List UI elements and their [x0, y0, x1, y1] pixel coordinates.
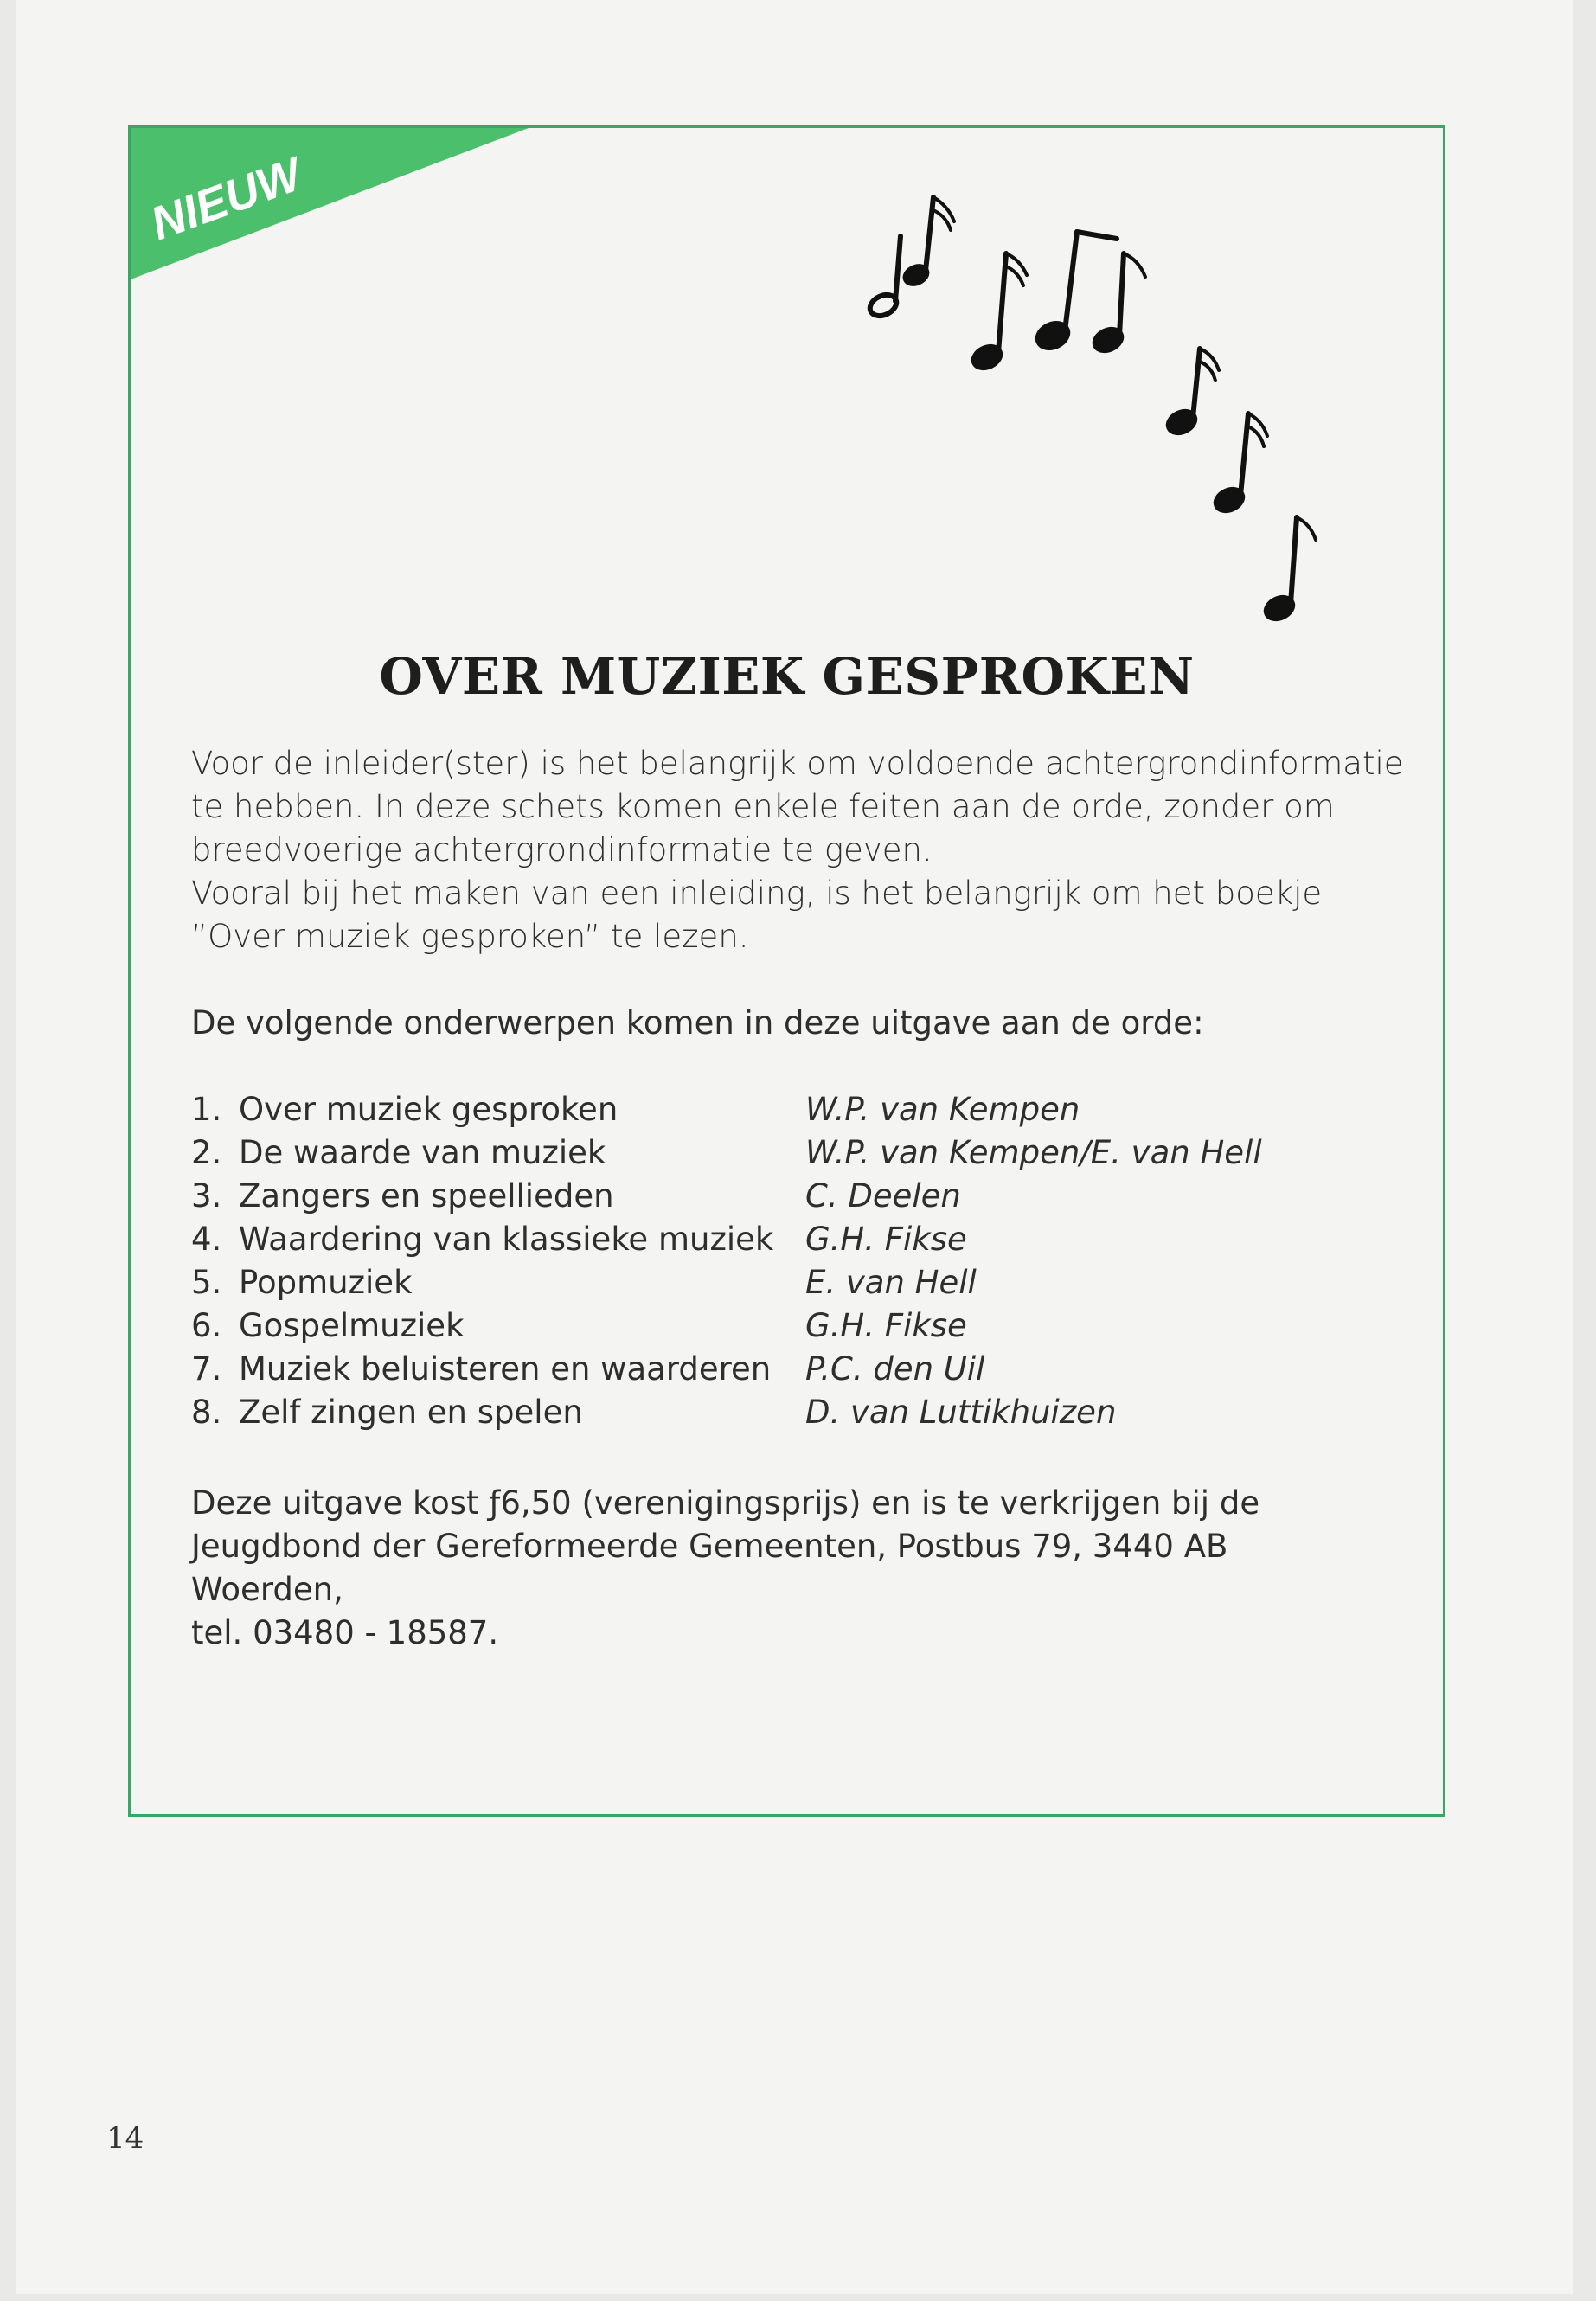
topic-number: 6. [191, 1307, 222, 1344]
topic-author: E. van Hell [805, 1264, 977, 1301]
order-info [191, 1482, 1402, 1655]
topic-title: Zangers en speellieden [239, 1177, 614, 1215]
document-page [16, 0, 1573, 2294]
list-item [191, 1088, 1402, 1131]
list-item [191, 1304, 1402, 1348]
list-item [191, 1348, 1402, 1391]
list-item [191, 1261, 1402, 1304]
intro-line: breedvoerige achtergrondinformatie te geven. [191, 831, 933, 868]
topic-title: Waardering van klassieke muziek [239, 1221, 774, 1258]
new-badge [131, 128, 537, 284]
intro-line: ”Over muziek gesproken” te lezen. [191, 918, 749, 955]
content-frame [128, 125, 1445, 1817]
page-title: OVER MUZIEK GESPROKEN [379, 647, 1195, 706]
topic-title: Muziek beluisteren en waarderen [239, 1350, 772, 1388]
topic-number: 8. [191, 1394, 222, 1431]
topic-author: C. Deelen [805, 1177, 961, 1215]
order-info-line: Woerden, [191, 1571, 343, 1608]
badge-label: NIEUW [144, 148, 309, 251]
topic-title: Zelf zingen en spelen [239, 1394, 583, 1431]
topic-author: W.P. van Kempen [805, 1091, 1080, 1128]
topic-title: Gospelmuziek [239, 1307, 465, 1344]
list-item [191, 1131, 1402, 1175]
topic-author: G.H. Fikse [805, 1221, 967, 1258]
list-item [191, 1218, 1402, 1261]
page-number: 14 [106, 2121, 144, 2156]
topic-number: 5. [191, 1264, 222, 1301]
intro-paragraph [191, 742, 1420, 958]
order-info-line: tel. 03480 - 18587. [191, 1614, 499, 1651]
topic-author: W.P. van Kempen/E. van Hell [805, 1134, 1262, 1171]
intro-line: Vooral bij het maken van een inleiding, is het belangrijk om het boekje [191, 875, 1323, 912]
intro-line: Voor de inleider(ster) is het belangrijk om voldoende achtergrondinformatie [191, 745, 1404, 782]
topic-number: 1. [191, 1091, 222, 1128]
topic-number: 4. [191, 1221, 222, 1258]
topic-title: De waarde van muziek [239, 1134, 606, 1171]
order-info-line: Jeugdbond der Gereformeerde Gemeenten, Postbus 79, 3440 AB [191, 1528, 1228, 1565]
intro-line: te hebben. In deze schets komen enkele feiten aan de orde, zonder om [191, 788, 1335, 825]
order-info-line: Deze uitgave kost ƒ6,50 (verenigingsprijs) en is te verkrijgen bij de [191, 1484, 1260, 1522]
topic-author: G.H. Fikse [805, 1307, 967, 1344]
topic-list [191, 1088, 1402, 1434]
topic-title: Popmuziek [239, 1264, 413, 1301]
topic-author: D. van Luttikhuizen [805, 1394, 1117, 1431]
topic-title: Over muziek gesproken [239, 1091, 619, 1128]
music-notes-icon [857, 163, 1445, 682]
list-item [191, 1391, 1402, 1434]
list-item [191, 1175, 1402, 1218]
topics-lead: De volgende onderwerpen komen in deze uitgave aan de orde: [191, 1004, 1204, 1042]
topic-number: 3. [191, 1177, 222, 1215]
topic-number: 7. [191, 1350, 222, 1388]
ribbon-shape [131, 128, 537, 284]
topic-author: P.C. den Uil [805, 1350, 985, 1388]
topic-number: 2. [191, 1134, 222, 1171]
